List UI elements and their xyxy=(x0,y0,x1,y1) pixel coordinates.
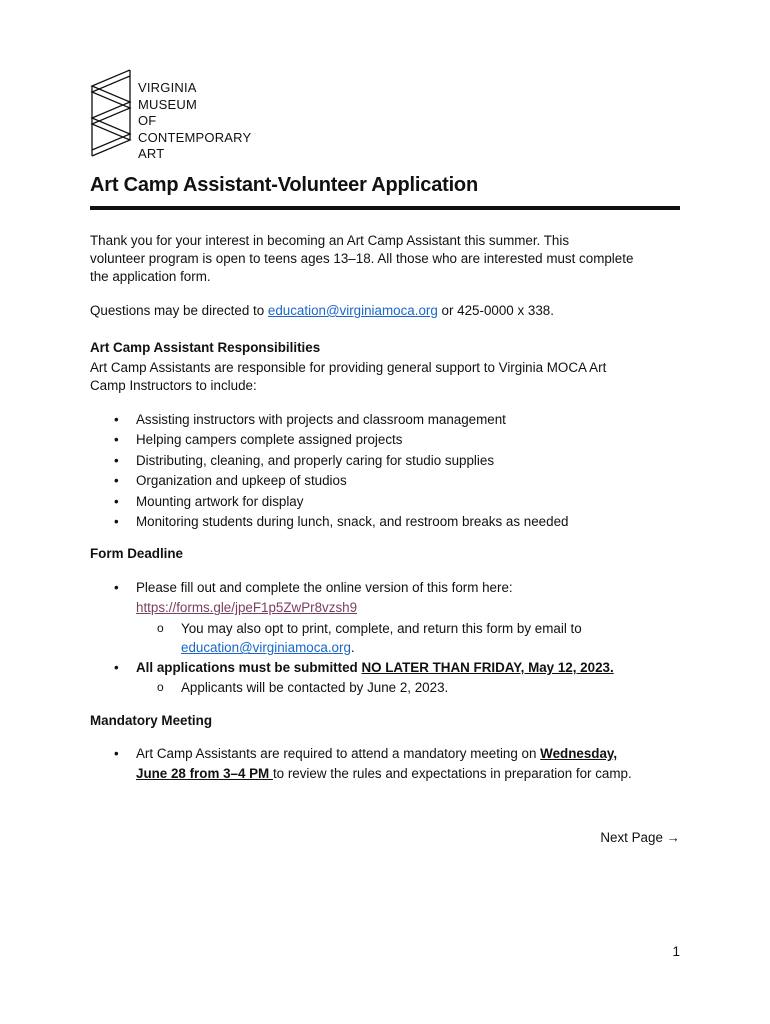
sub-bullet-icon: o xyxy=(157,620,164,635)
list-item-text: Monitoring students during lunch, snack, and restroom breaks as needed xyxy=(136,514,569,530)
responsibilities-heading: Art Camp Assistant Responsibilities xyxy=(90,340,321,355)
responsibilities-list xyxy=(90,410,690,532)
sub-item-text: You may also opt to print, complete, and return this form by email to xyxy=(181,620,582,636)
page-title: Art Camp Assistant-Volunteer Application xyxy=(90,174,478,196)
intro-line: the application form. xyxy=(90,269,211,284)
questions-paragraph xyxy=(90,302,682,320)
return-email-link[interactable]: education@virginiamoca.org xyxy=(181,640,351,656)
sub-list-item xyxy=(90,678,690,698)
intro-line: Thank you for your interest in becoming an Art Camp Assistant this summer. This xyxy=(90,233,570,248)
list-item-text: Organization and upkeep of studios xyxy=(136,473,347,489)
meeting-date: Wednesday, xyxy=(540,746,618,761)
list-item xyxy=(90,578,690,619)
responsibilities-section xyxy=(90,339,682,395)
bullet-icon: • xyxy=(114,493,119,509)
intro-paragraph xyxy=(90,232,682,286)
title-divider xyxy=(90,206,680,210)
list-item xyxy=(90,430,690,450)
sub-bullet-icon: o xyxy=(157,680,164,695)
logo-line: OF xyxy=(138,113,157,128)
logo-mark-icon xyxy=(90,68,136,158)
logo-line: CONTEMPORARY xyxy=(138,129,252,145)
list-item xyxy=(90,451,690,471)
bullet-icon: • xyxy=(114,412,119,427)
intro-line: volunteer program is open to teens ages 13–18. All those who are interested must complete xyxy=(90,251,634,266)
logo-wordmark xyxy=(138,80,251,163)
list-item-text: Helping campers complete assigned projects xyxy=(136,432,403,448)
meeting-text: Art Camp Assistants are required to attend a mandatory meeting on xyxy=(136,746,541,761)
logo-line: ART xyxy=(138,146,165,161)
bullet-icon: • xyxy=(114,514,119,530)
online-form-link[interactable]: https://forms.gle/jpeF1p5ZwPr8vzsh9 xyxy=(136,600,358,616)
bullet-icon: • xyxy=(114,432,119,448)
submission-deadline-text: All applications must be submitted xyxy=(136,659,362,675)
list-item-text: Assisting instructors with projects and classroom management xyxy=(136,412,506,427)
list-item xyxy=(90,410,690,430)
logo-line: MUSEUM xyxy=(138,96,197,112)
logo-line: VIRGINIA xyxy=(138,80,197,95)
sub-list-item xyxy=(90,619,690,658)
list-item-text: Distributing, cleaning, and properly caring for studio supplies xyxy=(136,452,495,468)
meeting-heading-block xyxy=(90,712,682,730)
bullet-icon: • xyxy=(114,746,119,761)
contact-email-link[interactable]: education@virginiamoca.org xyxy=(267,303,438,318)
questions-prefix: Questions may be directed to xyxy=(90,303,268,318)
list-item xyxy=(90,658,690,678)
bullet-icon: • xyxy=(114,659,119,675)
sub-item-end: . xyxy=(350,640,355,656)
bullet-icon: • xyxy=(114,473,119,489)
deadline-heading-block xyxy=(90,545,682,563)
list-item xyxy=(90,512,690,532)
list-item xyxy=(90,492,690,512)
submission-deadline-date: NO LATER THAN FRIDAY, May 12, 2023. xyxy=(361,659,614,675)
responsibilities-line: Camp Instructors to include: xyxy=(90,378,257,393)
list-item-text: Mounting artwork for display xyxy=(136,493,304,509)
page-number: 1 xyxy=(672,944,680,959)
responsibilities-line: Art Camp Assistants are responsible for providing general support to Virginia MOCA Art xyxy=(90,360,607,375)
questions-suffix: or 425-0000 x 338. xyxy=(437,303,554,318)
meeting-list xyxy=(90,744,690,785)
deadline-list xyxy=(90,578,690,698)
meeting-text-end: to review the rules and expectations in preparation for camp. xyxy=(272,766,632,782)
bullet-icon: • xyxy=(114,452,119,468)
list-item xyxy=(90,471,690,491)
sub-item-text: Applicants will be contacted by June 2, 2023. xyxy=(181,680,449,696)
bullet-icon: • xyxy=(114,580,119,595)
next-page-link[interactable]: Next Page → xyxy=(600,830,680,845)
deadline-heading: Form Deadline xyxy=(90,546,184,561)
list-item-text: Please fill out and complete the online version of this form here: xyxy=(136,580,513,595)
museum-logo xyxy=(90,68,260,161)
meeting-heading: Mandatory Meeting xyxy=(90,713,213,728)
meeting-time: June 28 from 3–4 PM xyxy=(136,766,273,782)
list-item xyxy=(90,744,690,785)
